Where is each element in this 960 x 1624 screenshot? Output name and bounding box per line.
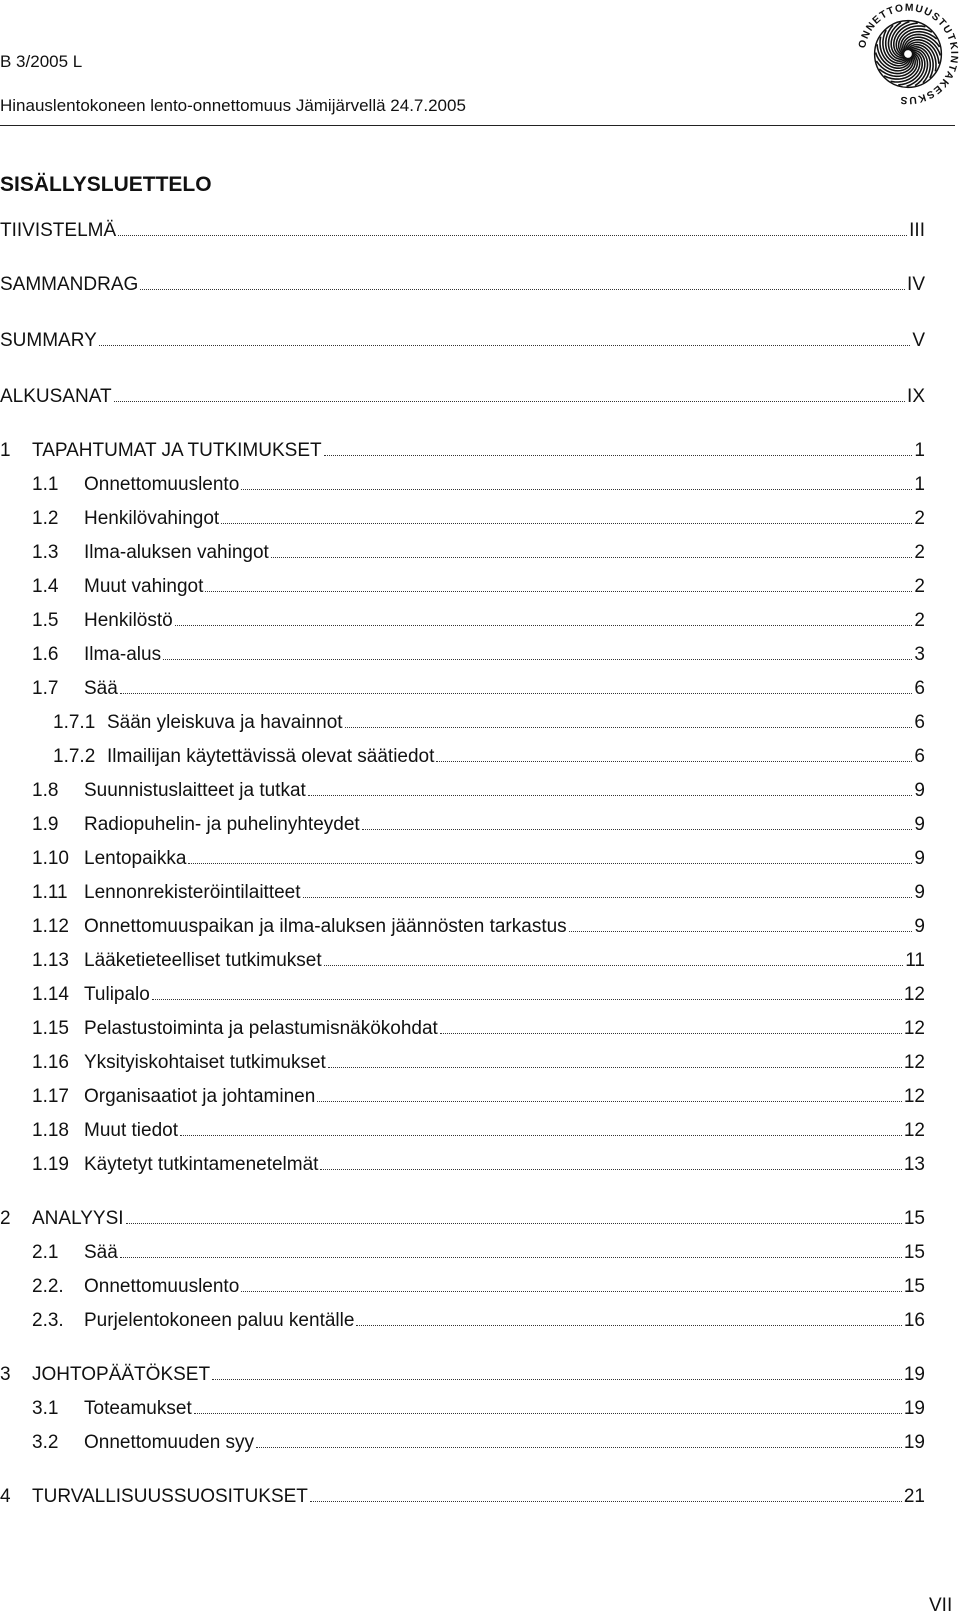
toc-entry-page: 19 xyxy=(903,1364,925,1385)
toc-entry-title: SAMMANDRAG xyxy=(0,274,139,295)
toc-entry-page: 2 xyxy=(914,542,925,563)
toc-entry-number: 2.1 xyxy=(32,1242,59,1263)
toc-entry-title: Henkilöstö xyxy=(84,610,173,631)
toc-entry-title: Purjelentokoneen paluu kentälle xyxy=(84,1310,355,1331)
toc-entry-page: 15 xyxy=(903,1276,925,1297)
toc-entry-title: Ilma-aluksen vahingot xyxy=(84,542,269,563)
toc-entry-number: 1.17 xyxy=(32,1086,69,1107)
toc-entry-title: Sään yleiskuva ja havainnot xyxy=(107,712,343,733)
logo-ring-text: ONNETTOMUUSTUTKINTAKESKUS xyxy=(857,2,960,106)
page-number: VII xyxy=(929,1595,953,1616)
dot-leader xyxy=(271,542,913,558)
toc-entry-number: 1.7 xyxy=(32,678,59,699)
header-divider xyxy=(0,125,955,126)
toc-entry-page: 2 xyxy=(914,508,925,529)
toc-title: SISÄLLYSLUETTELO xyxy=(0,173,212,196)
toc-entry[interactable] xyxy=(0,220,960,244)
toc-entry-number: 2.2. xyxy=(32,1276,64,1297)
dot-leader xyxy=(324,440,913,456)
toc-entry[interactable] xyxy=(0,576,960,600)
dot-leader xyxy=(569,916,913,932)
toc-entry[interactable] xyxy=(0,330,960,354)
toc-entry-title: Sää xyxy=(84,1242,118,1263)
toc-entry-title: Onnettomuuden syy xyxy=(84,1432,255,1453)
toc-entry-number: 1.10 xyxy=(32,848,69,869)
toc-entry-title: Organisaatiot ja johtaminen xyxy=(84,1086,316,1107)
toc-entry[interactable] xyxy=(0,712,960,736)
toc-entry-number: 1.2 xyxy=(32,508,59,529)
toc-entry[interactable] xyxy=(0,1398,960,1422)
dot-leader xyxy=(241,474,912,490)
toc-entry[interactable] xyxy=(0,440,960,464)
dot-leader xyxy=(152,984,902,1000)
toc-entry-title: Onnettomuuslento xyxy=(84,1276,240,1297)
toc-entry-number: 1.4 xyxy=(32,576,59,597)
toc-entry[interactable] xyxy=(0,950,960,974)
toc-entry-title: Sää xyxy=(84,678,118,699)
dot-leader xyxy=(118,220,907,236)
toc-entry-title: TIIVISTELMÄ xyxy=(0,220,117,241)
dot-leader xyxy=(256,1432,902,1448)
toc-entry-page: 9 xyxy=(914,916,925,937)
dot-leader xyxy=(163,644,912,660)
toc-entry[interactable] xyxy=(0,916,960,940)
toc-entry-title: Toteamukset xyxy=(84,1398,192,1419)
toc-entry[interactable] xyxy=(0,1018,960,1042)
toc-entry[interactable] xyxy=(0,1310,960,1334)
toc-entry-page: 13 xyxy=(903,1154,925,1175)
toc-entry-number: 1.7.2 xyxy=(53,746,96,767)
toc-entry[interactable] xyxy=(0,1276,960,1300)
dot-leader xyxy=(120,678,913,694)
toc-entry[interactable] xyxy=(0,1242,960,1266)
toc-entry-title: TAPAHTUMAT JA TUTKIMUKSET xyxy=(32,440,322,461)
toc-entry-page: 9 xyxy=(914,882,925,903)
dot-leader xyxy=(120,1242,902,1258)
toc-entry-number: 1.5 xyxy=(32,610,59,631)
toc-entry-number: 2.3. xyxy=(32,1310,64,1331)
toc-entry-title: Lennonrekisteröintilaitteet xyxy=(84,882,301,903)
organization-logo-icon xyxy=(854,0,960,108)
dot-leader xyxy=(205,576,912,592)
dot-leader xyxy=(356,1310,901,1326)
toc-entry-page: 19 xyxy=(903,1398,925,1419)
toc-entry-page: 12 xyxy=(903,1052,925,1073)
toc-entry-page: 11 xyxy=(905,950,925,971)
toc-entry-number: 1.1 xyxy=(32,474,59,495)
toc-entry-number: 1.8 xyxy=(32,780,59,801)
toc-entry-page: 9 xyxy=(914,780,925,801)
toc-entry-number: 3.1 xyxy=(32,1398,59,1419)
toc-entry-number: 1 xyxy=(0,440,11,461)
toc-entry-page: IV xyxy=(907,274,925,295)
dot-leader xyxy=(303,882,913,898)
toc-entry-title: SUMMARY xyxy=(0,330,97,351)
toc-entry-page: 6 xyxy=(914,678,925,699)
dot-leader xyxy=(126,1208,902,1224)
toc-entry-title: Muut vahingot xyxy=(84,576,204,597)
toc-entry-page: 1 xyxy=(914,440,925,461)
dot-leader xyxy=(194,1398,902,1414)
toc-entry[interactable] xyxy=(0,984,960,1008)
toc-entry-page: IX xyxy=(907,386,925,407)
toc-entry-title: ANALYYSI xyxy=(32,1208,124,1229)
toc-entry-page: 21 xyxy=(903,1486,925,1507)
toc-entry-page: 9 xyxy=(914,848,925,869)
dot-leader xyxy=(328,1052,902,1068)
toc-entry-number: 3 xyxy=(0,1364,11,1385)
toc-entry[interactable] xyxy=(0,542,960,566)
toc-entry[interactable] xyxy=(0,274,960,298)
toc-entry-title: Radiopuhelin- ja puhelinyhteydet xyxy=(84,814,360,835)
toc-entry-title: Yksityiskohtaiset tutkimukset xyxy=(84,1052,326,1073)
toc-entry-title: TURVALLISUUSSUOSITUKSET xyxy=(32,1486,308,1507)
toc-entry-number: 3.2 xyxy=(32,1432,59,1453)
toc-entry-page: 6 xyxy=(914,746,925,767)
svg-text:ONNETTOMUUSTUTKINTAKESKUS xyxy=(857,3,959,106)
toc-entry[interactable] xyxy=(0,814,960,838)
toc-entry-page: 16 xyxy=(903,1310,925,1331)
toc-entry-number: 1.3 xyxy=(32,542,59,563)
dot-leader xyxy=(180,1120,902,1136)
toc-entry-number: 1.14 xyxy=(32,984,69,1005)
toc-entry-page: 2 xyxy=(914,576,925,597)
toc-entry-title: Ilma-alus xyxy=(84,644,162,665)
toc-entry-page: III xyxy=(909,220,925,241)
dot-leader xyxy=(308,780,913,796)
toc-entry-title: Henkilövahingot xyxy=(84,508,220,529)
toc-entry[interactable] xyxy=(0,386,960,410)
dot-leader xyxy=(436,746,912,762)
toc-entry-number: 2 xyxy=(0,1208,11,1229)
toc-entry-title: Onnettomuuslento xyxy=(84,474,240,495)
dot-leader xyxy=(324,950,904,966)
toc-entry-page: 12 xyxy=(903,984,925,1005)
toc-entry-title: Käytetyt tutkintamenetelmät xyxy=(84,1154,319,1175)
toc-entry-title: Pelastustoiminta ja pelastumisnäkökohdat xyxy=(84,1018,438,1039)
dot-leader xyxy=(241,1276,902,1292)
toc-entry[interactable] xyxy=(0,1154,960,1178)
toc-entry[interactable] xyxy=(0,1208,960,1232)
toc-entry[interactable] xyxy=(0,882,960,906)
dot-leader xyxy=(221,508,912,524)
dot-leader xyxy=(188,848,912,864)
toc-entry-page: 12 xyxy=(903,1018,925,1039)
toc-entry[interactable] xyxy=(0,1086,960,1110)
toc-entry[interactable] xyxy=(0,678,960,702)
toc-entry[interactable] xyxy=(0,1364,960,1388)
toc-entry-number: 1.9 xyxy=(32,814,59,835)
toc-entry-number: 1.11 xyxy=(32,882,68,903)
toc-entry-number: 1.18 xyxy=(32,1120,69,1141)
toc-entry-title: Suunnistuslaitteet ja tutkat xyxy=(84,780,306,801)
toc-entry[interactable] xyxy=(0,508,960,532)
dot-leader xyxy=(317,1086,902,1102)
toc-entry-page: 6 xyxy=(914,712,925,733)
report-reference: B 3/2005 L xyxy=(0,52,83,71)
toc-entry-title: Lentopaikka xyxy=(84,848,187,869)
dot-leader xyxy=(114,386,905,402)
toc-entry-title: Lääketieteelliset tutkimukset xyxy=(84,950,322,971)
toc-entry-page: V xyxy=(912,330,925,351)
toc-entry-number: 1.13 xyxy=(32,950,69,971)
toc-entry-number: 1.6 xyxy=(32,644,59,665)
toc-entry-title: JOHTOPÄÄTÖKSET xyxy=(32,1364,211,1385)
dot-leader xyxy=(175,610,913,626)
toc-entry-number: 1.15 xyxy=(32,1018,69,1039)
toc-entry[interactable] xyxy=(0,1120,960,1144)
toc-entry-title: Muut tiedot xyxy=(84,1120,178,1141)
toc-entry[interactable] xyxy=(0,780,960,804)
toc-entry-page: 9 xyxy=(914,814,925,835)
toc-entry-page: 3 xyxy=(914,644,925,665)
toc-entry-number: 1.7.1 xyxy=(53,712,96,733)
toc-entry-page: 12 xyxy=(903,1120,925,1141)
toc-entry-title: Onnettomuuspaikan ja ilma-aluksen jäännösten tarkastus xyxy=(84,916,567,937)
dot-leader xyxy=(140,274,905,290)
toc-entry[interactable] xyxy=(0,644,960,668)
dot-leader xyxy=(362,814,913,830)
toc-entry-page: 19 xyxy=(903,1432,925,1453)
dot-leader xyxy=(310,1486,902,1502)
dot-leader xyxy=(345,712,913,728)
dot-leader xyxy=(440,1018,902,1034)
dot-leader xyxy=(212,1364,902,1380)
toc-entry-number: 1.12 xyxy=(32,916,69,937)
toc-entry-number: 4 xyxy=(0,1486,11,1507)
dot-leader xyxy=(99,330,911,346)
toc-entry-title: Tulipalo xyxy=(84,984,150,1005)
toc-entry-page: 12 xyxy=(903,1086,925,1107)
toc-entry-page: 15 xyxy=(903,1242,925,1263)
toc-entry[interactable] xyxy=(0,1052,960,1076)
toc-entry[interactable] xyxy=(0,746,960,770)
toc-entry-title: ALKUSANAT xyxy=(0,386,112,407)
toc-entry[interactable] xyxy=(0,474,960,498)
toc-entry-page: 2 xyxy=(914,610,925,631)
toc-entry-number: 1.19 xyxy=(32,1154,69,1175)
toc-entry[interactable] xyxy=(0,848,960,872)
dot-leader xyxy=(320,1154,901,1170)
toc-entry[interactable] xyxy=(0,610,960,634)
toc-entry-title: Ilmailijan käytettävissä olevat säätiedot xyxy=(107,746,435,767)
toc-entry-number: 1.16 xyxy=(32,1052,69,1073)
toc-entry[interactable] xyxy=(0,1486,960,1510)
toc-entry-page: 15 xyxy=(903,1208,925,1229)
toc-entry-page: 1 xyxy=(914,474,925,495)
report-subtitle: Hinauslentokoneen lento-onnettomuus Jämijärvellä 24.7.2005 xyxy=(0,96,466,115)
toc-entry[interactable] xyxy=(0,1432,960,1456)
